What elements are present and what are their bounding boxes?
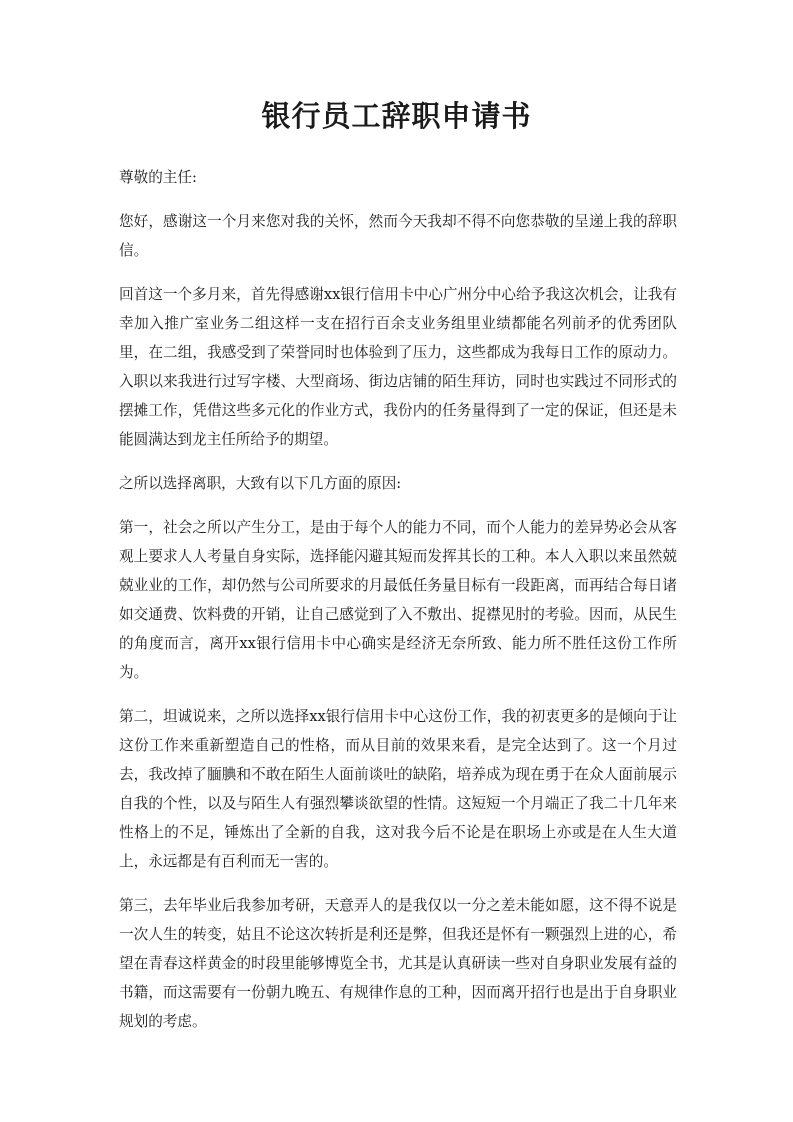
paragraph-reason-2: 第二，坦诚说来，之所以选择xx银行信用卡中心这份工作，我的初衷更多的是倾向于让这份工作来重新塑造自己的性格，而从目前的效果来看，是完全达到了。这一个月过去，我改掉了腼腆和不敢在陌生人面前谈吐的缺陷，培养成为现在勇于在众人面前展示自我的个性，以及与陌生人有强烈攀谈欲望的性情。这短短一个月端正了我二十几年来性格上的不足，锤炼出了全新的自我，这对我今后不论是在职场上亦或是在人生大道上，永远都是有百利而无一害的。 (119, 708, 677, 870)
paragraph-reasons-intro: 之所以选择离职，大致有以下几方面的原因: (119, 475, 402, 492)
paragraph-reason-1: 第一，社会之所以产生分工，是由于每个人的能力不同，而个人能力的差异势必会从客观上要求人人考量自身实际，选择能闪避其短而发挥其长的工种。本人入职以来虽然兢兢业业的工作，却仍然与公司所要求的月最低任务量目标有一段距离，而再结合每日诸如交通费、饮料费的开销，让自己感觉到了入不敷出、捉襟见肘的考验。因而，从民生的角度而言，离开xx银行信用卡中心确实是经济无奈所致、能力所不胜任这份工作所为。 (119, 519, 677, 681)
document-title: 银行员工辞职申请书 (261, 99, 532, 133)
document-body (119, 163, 677, 1051)
paragraph-greeting: 您好，感谢这一个月来您对我的关怀，然而今天我却不得不向您恭敬的呈递上我的辞职信。 (119, 213, 677, 259)
paragraph-review: 回首这一个多月来，首先得感谢xx银行信用卡中心广州分中心给予我这次机会，让我有幸加入推广室业务二组这样一支在招行百余支业务组里业绩都能名列前矛的优秀团队里，在二组，我感受到了荣誉同时也体验到了压力，这些都成为我每日工作的原动力。入职以来我进行过写字楼、大型商场、街边店铺的陌生拜访，同时也实践过不同形式的摆摊工作，凭借这些多元化的作业方式，我份内的任务量得到了一定的保证，但还是未能圆满达到龙主任所给予的期望。 (119, 286, 677, 448)
paragraph-reason-3: 第三，去年毕业后我参加考研，天意弄人的是我仅以一分之差未能如愿，这不得不说是一次人生的转变，姑且不论这次转折是利还是弊，但我还是怀有一颗强烈上进的心，希望在青春这样黄金的时段里能够博览全书，尤其是认真研读一些对自身职业发展有益的书籍，而这需要有一份朝九晚五、有规律作息的工种，因而离开招行也是出于自身职业规划的考虑。 (119, 897, 677, 1030)
salutation: 尊敬的主任: (119, 169, 197, 186)
